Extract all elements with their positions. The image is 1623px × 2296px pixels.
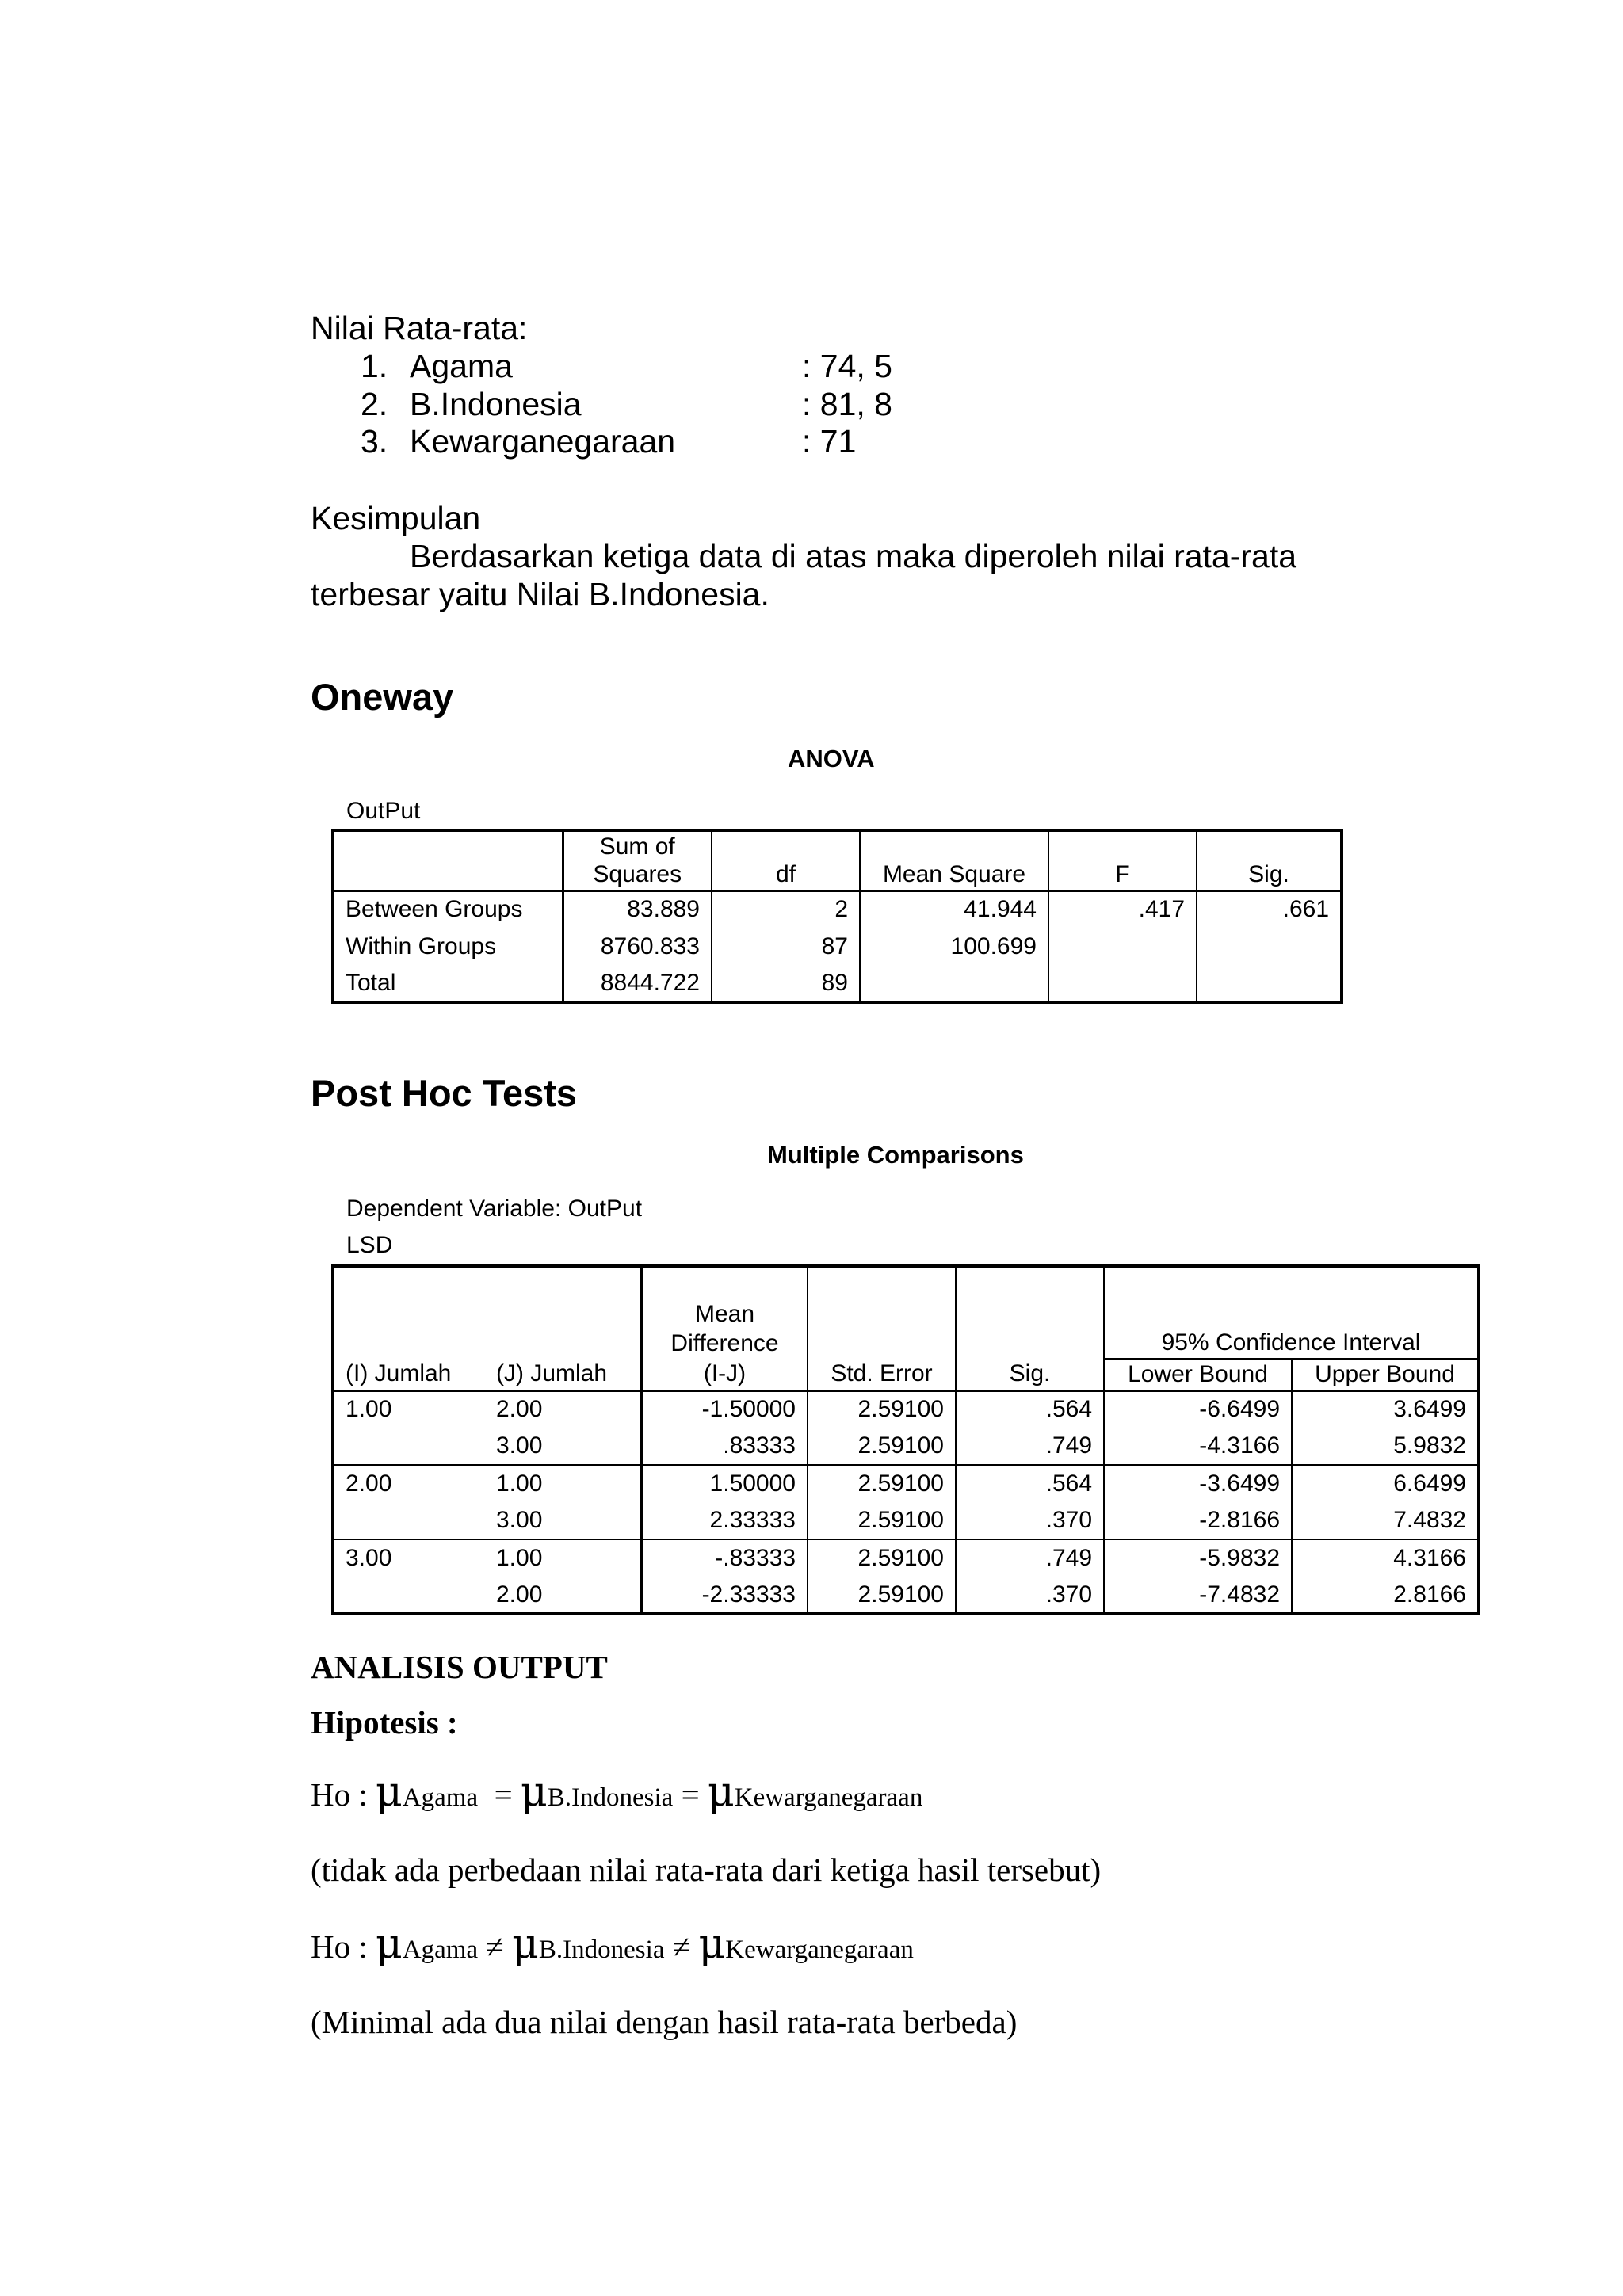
table-row	[333, 965, 1342, 1002]
method-label: LSD	[346, 1232, 393, 1258]
mc-cell-sig: .564	[956, 1390, 1104, 1428]
kesimpulan-line: terbesar yaitu Nilai B.Indonesia.	[311, 576, 769, 612]
ho-subscript: Kewarganegaraan	[725, 1936, 914, 1964]
mc-cell-upper: 2.8166	[1292, 1577, 1479, 1614]
table-row	[333, 928, 1342, 965]
mc-cell-se: 2.59100	[808, 1502, 956, 1539]
anova-cell-df: 87	[712, 928, 860, 965]
table-row	[333, 1577, 1479, 1614]
ho-prefix: Ho :	[311, 1928, 368, 1965]
anova-table	[331, 829, 1343, 1004]
mc-cell-se: 2.59100	[808, 1465, 956, 1502]
mc-cell-sig: .370	[956, 1502, 1104, 1539]
mc-header-lower: Lower Bound	[1104, 1359, 1292, 1390]
mc-cell-md: -.83333	[641, 1539, 808, 1577]
mc-cell-j: 3.00	[485, 1502, 641, 1539]
ho-operator: ≠	[672, 1928, 691, 1965]
mc-cell-i	[333, 1428, 485, 1465]
mc-header-sig: Sig.	[956, 1359, 1104, 1390]
anova-cell-df: 2	[712, 891, 860, 928]
mu-symbol: μ	[376, 1768, 403, 1816]
anova-header-df: df	[712, 860, 860, 891]
anova-variable-label: OutPut	[346, 798, 421, 824]
mc-cell-md: -1.50000	[641, 1390, 808, 1428]
table-row	[333, 1390, 1479, 1428]
mc-cell-md: .83333	[641, 1428, 808, 1465]
anova-row-label: Between Groups	[333, 891, 563, 928]
list-item-name: B.Indonesia	[410, 386, 582, 422]
hypothesis-note: (Minimal ada dua nilai dengan hasil rata-rata berbeda)	[311, 2004, 1018, 2040]
mc-cell-upper: 4.3166	[1292, 1539, 1479, 1577]
mc-cell-md: -2.33333	[641, 1577, 808, 1614]
mc-cell-j: 1.00	[485, 1465, 641, 1502]
mc-cell-sig: .564	[956, 1465, 1104, 1502]
mc-header-md-2: Difference	[641, 1328, 808, 1359]
mc-cell-lower: -6.6499	[1104, 1390, 1292, 1428]
mc-header-i: (I) Jumlah	[333, 1359, 485, 1390]
anova-row-label: Total	[333, 965, 563, 1002]
mc-cell-j: 2.00	[485, 1390, 641, 1428]
mc-cell-sig: .749	[956, 1428, 1104, 1465]
mc-header-md-1: Mean	[641, 1266, 808, 1328]
mc-cell-lower: -2.8166	[1104, 1502, 1292, 1539]
mc-header-md-3: (I-J)	[641, 1359, 808, 1390]
mc-cell-j: 3.00	[485, 1428, 641, 1465]
dependent-variable-label: Dependent Variable: OutPut	[346, 1196, 643, 1222]
table-row	[333, 1539, 1479, 1577]
anova-cell-ss: 8844.722	[563, 965, 712, 1002]
mc-cell-md: 2.33333	[641, 1502, 808, 1539]
ho-operator: ≠	[486, 1928, 504, 1965]
anova-cell-f: .417	[1048, 891, 1197, 928]
analisis-heading: ANALISIS OUTPUT	[311, 1649, 608, 1685]
hypothesis-null	[311, 1768, 923, 1818]
mc-header-j: (J) Jumlah	[485, 1359, 641, 1390]
mc-cell-i: 2.00	[333, 1465, 485, 1502]
anova-cell-ms	[860, 965, 1048, 1002]
mc-cell-lower: -4.3166	[1104, 1428, 1292, 1465]
ho-subscript: Kewarganegaraan	[734, 1783, 923, 1812]
ho-subscript: Agama	[402, 1783, 479, 1812]
oneway-heading: Oneway	[311, 676, 454, 718]
mu-symbol: μ	[698, 1920, 726, 1968]
kesimpulan-heading: Kesimpulan	[311, 500, 481, 536]
anova-cell-ms: 100.699	[860, 928, 1048, 965]
mc-cell-j: 2.00	[485, 1577, 641, 1614]
ho-prefix: Ho :	[311, 1776, 368, 1813]
anova-header-ms: Mean Square	[860, 860, 1048, 891]
list-item-name: Kewarganegaraan	[410, 423, 676, 460]
ho-subscript: Agama	[402, 1936, 479, 1964]
list-item-name: Agama	[410, 348, 513, 384]
ho-operator: =	[681, 1776, 700, 1813]
mc-cell-i	[333, 1502, 485, 1539]
posthoc-heading: Post Hoc Tests	[311, 1072, 578, 1114]
list-item-value: : 74, 5	[802, 348, 892, 384]
multiple-comparisons-title: Multiple Comparisons	[767, 1141, 1024, 1169]
ho-subscript: B.Indonesia	[538, 1936, 665, 1964]
anova-header-ss-top: Sum of	[563, 830, 712, 860]
anova-cell-df: 89	[712, 965, 860, 1002]
mu-symbol: μ	[520, 1768, 548, 1816]
anova-header-ss: Squares	[563, 860, 712, 891]
list-item-value: : 81, 8	[802, 386, 892, 422]
mc-cell-sig: .749	[956, 1539, 1104, 1577]
mc-cell-md: 1.50000	[641, 1465, 808, 1502]
mc-cell-lower: -5.9832	[1104, 1539, 1292, 1577]
mc-header-ci: 95% Confidence Interval	[1104, 1328, 1479, 1359]
mc-cell-lower: -7.4832	[1104, 1577, 1292, 1614]
mc-cell-upper: 5.9832	[1292, 1428, 1479, 1465]
mc-cell-se: 2.59100	[808, 1577, 956, 1614]
anova-cell-ss: 8760.833	[563, 928, 712, 965]
mc-cell-i: 1.00	[333, 1390, 485, 1428]
ho-operator: =	[494, 1776, 513, 1813]
table-row	[333, 1428, 1479, 1465]
anova-cell-f	[1048, 965, 1197, 1002]
anova-header-f: F	[1048, 860, 1197, 891]
mu-symbol: μ	[512, 1920, 539, 1968]
anova-row-label: Within Groups	[333, 928, 563, 965]
mc-cell-upper: 6.6499	[1292, 1465, 1479, 1502]
anova-cell-ms: 41.944	[860, 891, 1048, 928]
hipotesis-label: Hipotesis :	[311, 1704, 458, 1741]
kesimpulan-line: Berdasarkan ketiga data di atas maka diperoleh nilai rata-rata	[410, 538, 1297, 574]
hypothesis-note: (tidak ada perbedaan nilai rata-rata dari ketiga hasil tersebut)	[311, 1852, 1102, 1888]
anova-cell-ss: 83.889	[563, 891, 712, 928]
anova-cell-sig	[1197, 965, 1342, 1002]
list-item-value: : 71	[802, 423, 857, 460]
table-row	[333, 891, 1342, 928]
anova-cell-f	[1048, 928, 1197, 965]
mc-cell-upper: 7.4832	[1292, 1502, 1479, 1539]
mc-cell-lower: -3.6499	[1104, 1465, 1292, 1502]
mc-cell-upper: 3.6499	[1292, 1390, 1479, 1428]
mc-cell-j: 1.00	[485, 1539, 641, 1577]
mc-cell-i	[333, 1577, 485, 1614]
mu-symbol: μ	[376, 1920, 403, 1968]
rata-rata-heading: Nilai Rata-rata:	[311, 310, 528, 346]
mc-cell-sig: .370	[956, 1577, 1104, 1614]
mc-header-upper: Upper Bound	[1292, 1359, 1479, 1390]
mc-cell-i: 3.00	[333, 1539, 485, 1577]
table-row	[333, 1465, 1479, 1502]
anova-header-sig: Sig.	[1197, 860, 1342, 891]
anova-cell-sig: .661	[1197, 891, 1342, 928]
anova-cell-sig	[1197, 928, 1342, 965]
list-item-num: 1.	[361, 348, 388, 384]
ho-subscript: B.Indonesia	[547, 1783, 674, 1812]
hypothesis-alternative	[311, 1920, 914, 1970]
list-item-num: 2.	[361, 386, 388, 422]
mu-symbol: μ	[707, 1768, 735, 1816]
multiple-comparisons-table	[331, 1264, 1480, 1615]
anova-table-title: ANOVA	[788, 745, 875, 772]
table-row	[333, 1502, 1479, 1539]
mc-cell-se: 2.59100	[808, 1539, 956, 1577]
mc-header-se: Std. Error	[808, 1359, 956, 1390]
list-item-num: 3.	[361, 423, 388, 460]
mc-cell-se: 2.59100	[808, 1390, 956, 1428]
mc-cell-se: 2.59100	[808, 1428, 956, 1465]
